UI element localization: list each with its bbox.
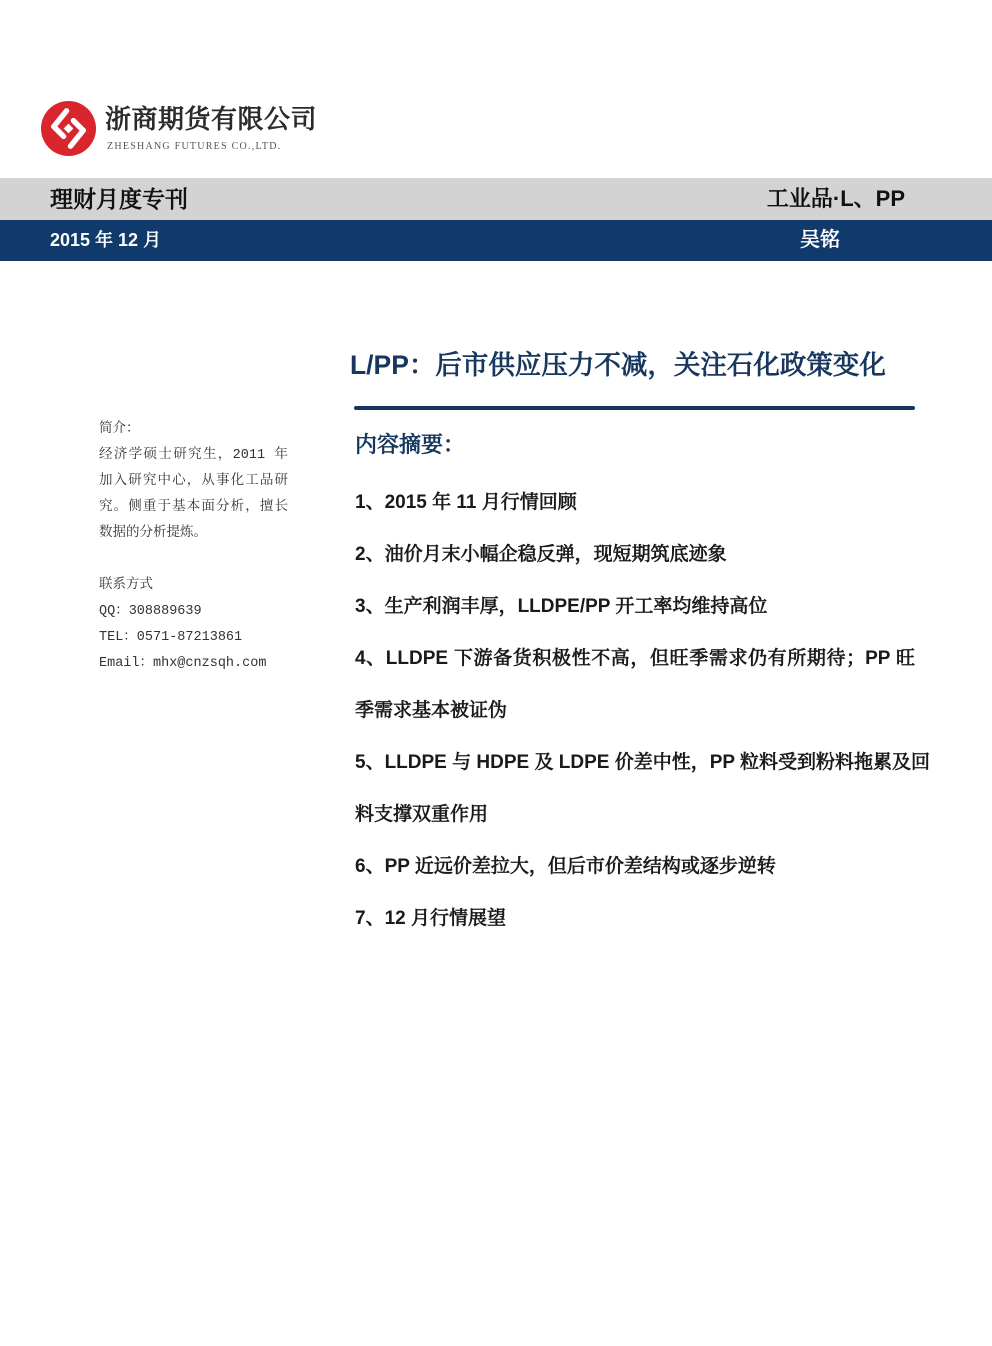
logo-emblem-icon	[40, 100, 97, 157]
summary-item	[355, 841, 915, 893]
company-logo	[40, 100, 97, 157]
report-date: 2015 年 12 月	[50, 230, 162, 250]
summary-item-line: 4、LLDPE 下游备货积极性不高，但旺季需求仍有所期待；PP 旺	[355, 648, 915, 669]
title-divider	[354, 406, 915, 410]
company-name-cn: 浙商期货有限公司	[105, 104, 318, 134]
intro-label: 简介：	[99, 422, 140, 437]
summary-item	[355, 477, 915, 529]
summary-item-line: 6、PP 近远价差拉大，但后市价差结构或逐步逆转	[355, 856, 776, 877]
summary-item	[355, 529, 915, 581]
contact-email: Email：mhx@cnzsqh.com	[99, 656, 267, 671]
intro-line: 究。侧重于基本面分析，擅长	[99, 500, 288, 515]
summary-list	[355, 477, 930, 945]
report-title: L/PP：后市供应压力不减，关注石化政策变化	[350, 350, 886, 380]
contact-label: 联系方式	[99, 578, 153, 593]
company-name-en: ZHESHANG FUTURES CO.,LTD.	[107, 141, 282, 152]
summary-item	[355, 893, 915, 945]
header-band-navy	[0, 220, 992, 261]
summary-item-line: 1、2015 年 11 月行情回顾	[355, 492, 577, 513]
summary-item-line: 5、LLDPE 与 HDPE 及 LDPE 价差中性，PP 粒料受到粉料拖累及回	[355, 752, 930, 773]
summary-item-line: 3、生产利润丰厚，LLDPE/PP 开工率均维持高位	[355, 596, 768, 617]
header-band-gray	[0, 178, 992, 220]
intro-line: 数据的分析提炼。	[99, 526, 207, 541]
report-author: 吴铭	[800, 229, 840, 251]
summary-item	[355, 737, 930, 841]
author-sidebar	[99, 417, 299, 677]
summary-heading: 内容摘要：	[355, 432, 466, 457]
publication-name: 理财月度专刊	[50, 186, 188, 212]
summary-item-line: 2、油价月末小幅企稳反弹，现短期筑底迹象	[355, 544, 727, 565]
contact-info	[99, 573, 299, 677]
summary-item-line: 料支撑双重作用	[355, 804, 489, 825]
summary-item-line: 7、12 月行情展望	[355, 908, 506, 929]
summary-item-line: 季需求基本被证伪	[355, 700, 508, 721]
contact-tel: TEL：0571-87213861	[99, 630, 243, 645]
summary-item	[355, 581, 915, 633]
intro-line: 经济学硕士研究生，2011 年	[99, 448, 288, 463]
summary-item	[355, 633, 915, 737]
contact-qq: QQ：308889639	[99, 604, 202, 619]
report-category: 工业品·L、PP	[766, 186, 905, 211]
intro-line: 加入研究中心，从事化工品研	[99, 474, 288, 489]
